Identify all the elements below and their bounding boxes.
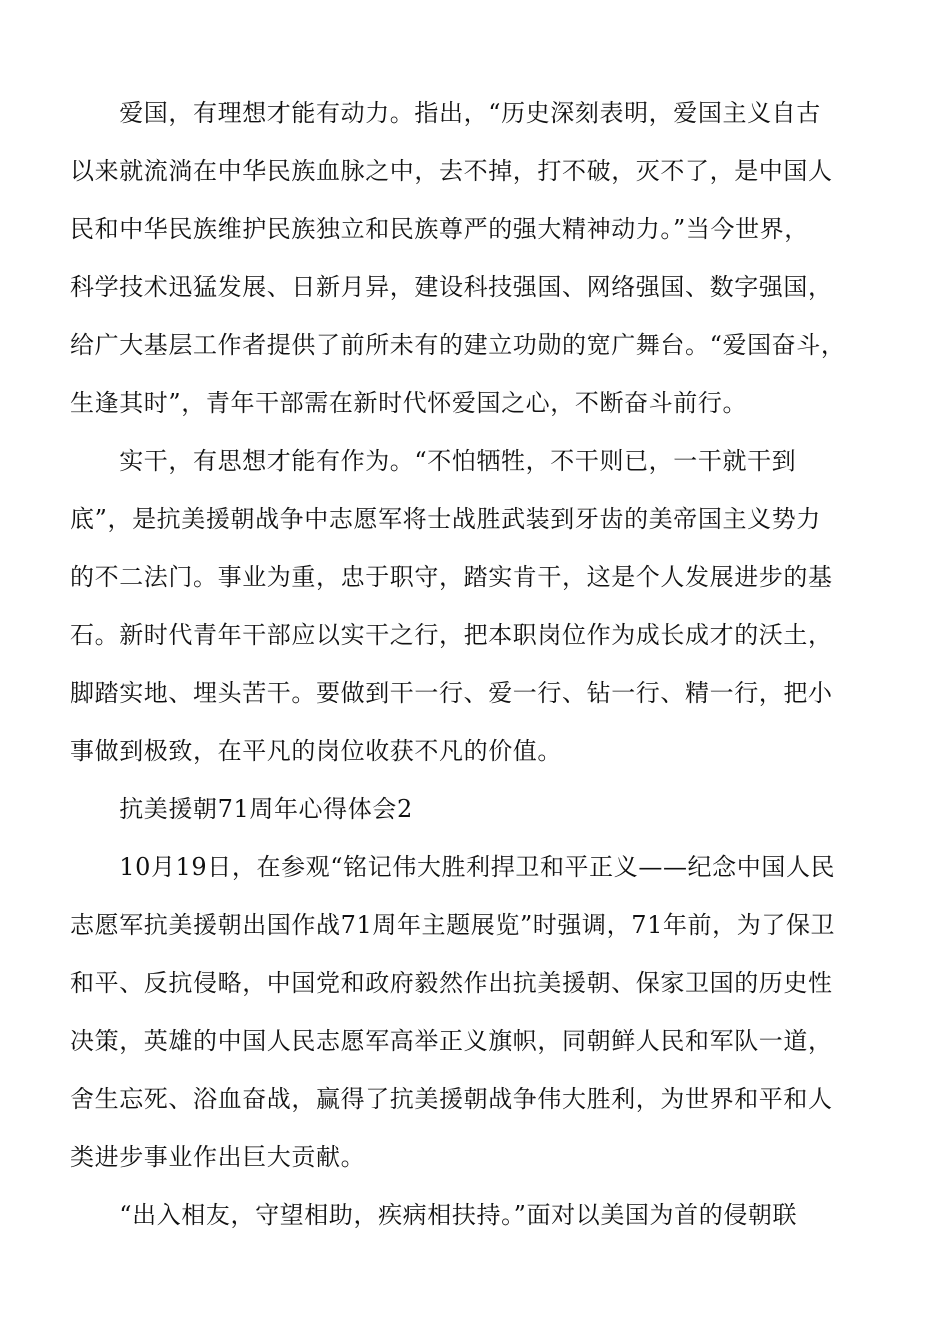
- text-line: 的不二法门。事业为重，忠于职守，踏实肯干，这是个人发展进步的基: [70, 563, 833, 591]
- text-line: 民和中华民族维护民族独立和民族尊严的强大精神动力。”当今世界，: [70, 215, 809, 243]
- text-line: 决策，英雄的中国人民志愿军高举正义旗帜，同朝鲜人民和军队一道，: [70, 1027, 833, 1055]
- text-line: 类进步事业作出巨大贡献。: [70, 1143, 366, 1171]
- text-line: 实干，有思想才能有作为。“不怕牺牲，不干则已，一干就干到: [70, 447, 797, 475]
- text-line: 科学技术迅猛发展、日新月异，建设科技强国、网络强国、数字强国，: [70, 273, 833, 301]
- text-line: 给广大基层工作者提供了前所未有的建立功勋的宽广舞台。“爱国奋斗，: [70, 331, 846, 359]
- section-heading: 抗美援朝71周年心得体会2: [70, 795, 413, 823]
- text-line: 脚踏实地、埋头苦干。要做到干一行、爱一行、钻一行、精一行，把小: [70, 679, 833, 707]
- text-line: 志愿军抗美援朝出国作战71周年主题展览”时强调，71年前，为了保卫: [70, 911, 836, 939]
- text-line: “出入相友，守望相助，疾病相扶持。”面对以美国为首的侵朝联: [70, 1201, 798, 1229]
- text-line: 爱国，有理想才能有动力。指出，“历史深刻表明，爱国主义自古: [70, 99, 821, 127]
- text-line: 底”，是抗美援朝战争中志愿军将士战胜武装到牙齿的美帝国主义势力: [70, 505, 821, 533]
- text-line: 生逢其时”，青年干部需在新时代怀爱国之心，不断奋斗前行。: [70, 389, 748, 417]
- text-line: 和平、反抗侵略，中国党和政府毅然作出抗美援朝、保家卫国的历史性: [70, 969, 833, 997]
- text-line: 舍生忘死、浴血奋战，赢得了抗美援朝战争伟大胜利，为世界和平和人: [70, 1085, 833, 1113]
- text-line: 石。新时代青年干部应以实干之行，把本职岗位作为成长成才的沃土，: [70, 621, 833, 649]
- text-line: 10月19日，在参观“铭记伟大胜利捍卫和平正义——纪念中国人民: [70, 853, 836, 881]
- text-line: 事做到极致，在平凡的岗位收获不凡的价值。: [70, 737, 562, 765]
- text-line: 以来就流淌在中华民族血脉之中，去不掉，打不破，灭不了，是中国人: [70, 157, 833, 185]
